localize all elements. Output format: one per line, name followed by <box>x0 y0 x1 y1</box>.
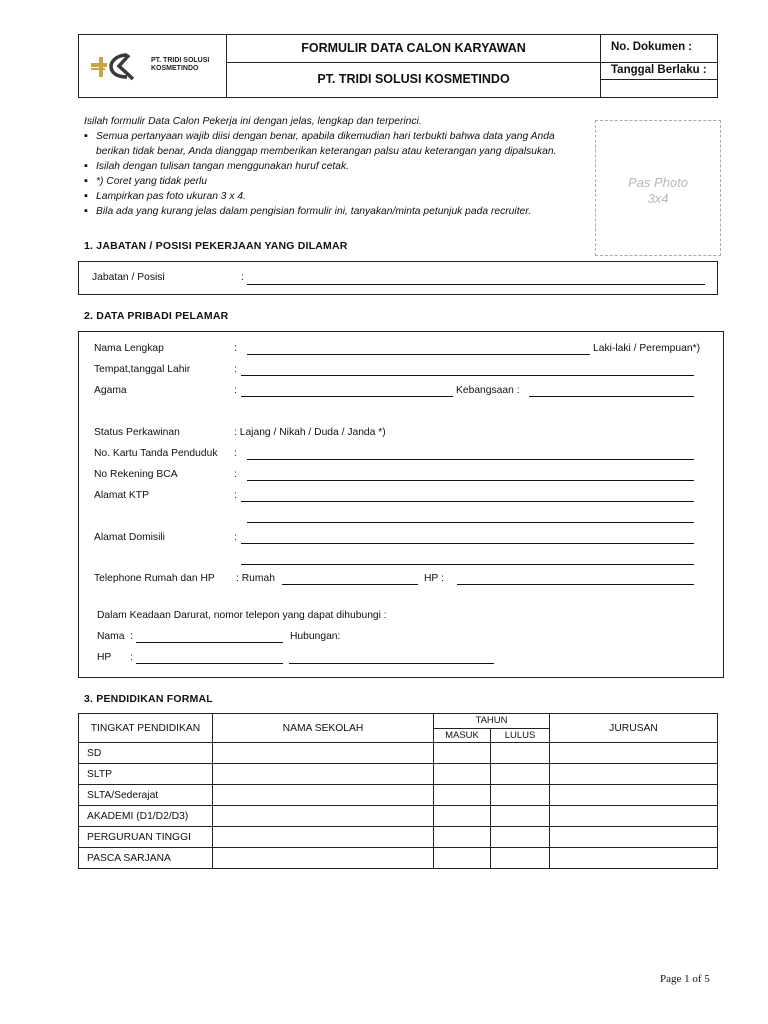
domicile-colon: : <box>234 532 237 543</box>
header-school: NAMA SEKOLAH <box>213 714 434 743</box>
bca-colon: : <box>234 469 237 480</box>
ktp-no-field[interactable] <box>247 459 694 460</box>
section2-title: 2. DATA PRIBADI PELAMAR <box>84 310 229 322</box>
major-cell[interactable] <box>550 785 718 806</box>
home-phone-field[interactable] <box>282 584 418 585</box>
position-label: Jabatan / Posisi <box>92 272 165 283</box>
table-row <box>79 785 718 806</box>
photo-size-label: 3x4 <box>647 191 669 206</box>
major-cell[interactable] <box>550 848 718 869</box>
education-table <box>78 713 718 869</box>
logo-text <box>151 57 209 73</box>
hp-label: HP : <box>424 573 444 584</box>
header-major: JURUSAN <box>550 714 718 743</box>
logo-cell <box>79 35 227 97</box>
form-title: FORMULIR DATA CALON KARYAWAN <box>227 35 601 63</box>
emergency-hp-colon: : <box>130 652 133 663</box>
graduate-cell[interactable] <box>491 785 550 806</box>
document-header <box>78 34 718 98</box>
emergency-text: Dalam Keadaan Darurat, nomor telepon yang dapat dihubungi : <box>97 610 387 621</box>
header-enter: MASUK <box>434 728 491 743</box>
bca-label: No Rekening BCA <box>94 469 178 480</box>
table-row <box>79 764 718 785</box>
enter-cell[interactable] <box>434 806 491 827</box>
domicile-label: Alamat Domisili <box>94 532 165 543</box>
level-cell: PASCA SARJANA <box>79 848 213 869</box>
emergency-relation-field[interactable] <box>289 663 494 664</box>
instruction-item: ▪ *) Coret yang tidak perlu <box>84 174 584 189</box>
name-colon: : <box>234 343 237 354</box>
graduate-cell[interactable] <box>491 764 550 785</box>
major-cell[interactable] <box>550 743 718 764</box>
nationality-field[interactable] <box>529 396 694 397</box>
enter-cell[interactable] <box>434 848 491 869</box>
birth-label: Tempat,tanggal Lahir <box>94 364 191 375</box>
company-logo-icon <box>87 49 147 83</box>
gender-options[interactable]: Laki-laki / Perempuan*) <box>593 343 701 354</box>
emergency-name-label: Nama <box>97 631 125 642</box>
doc-no-label: No. Dokumen : <box>601 35 717 63</box>
phone-label: Telephone Rumah dan HP <box>94 573 215 584</box>
level-cell: SD <box>79 743 213 764</box>
instruction-item: ▪ Lampirkan pas foto ukuran 3 x 4. <box>84 189 584 204</box>
ktp-address-colon: : <box>234 490 237 501</box>
level-cell: SLTP <box>79 764 213 785</box>
school-cell[interactable] <box>213 785 434 806</box>
religion-field[interactable] <box>241 396 453 397</box>
ktp-no-colon: : <box>234 448 237 459</box>
school-cell[interactable] <box>213 848 434 869</box>
major-cell[interactable] <box>550 764 718 785</box>
ktp-address-field-2[interactable] <box>247 522 694 523</box>
level-cell: AKADEMI (D1/D2/D3) <box>79 806 213 827</box>
position-colon: : <box>241 272 244 283</box>
valid-date-value[interactable] <box>601 80 717 97</box>
photo-label: Pas Photo <box>628 175 688 190</box>
major-cell[interactable] <box>550 806 718 827</box>
header-graduate: LULUS <box>491 728 550 743</box>
enter-cell[interactable] <box>434 827 491 848</box>
nationality-label: Kebangsaan : <box>456 385 520 396</box>
marital-options[interactable]: : Lajang / Nikah / Duda / Janda *) <box>234 427 386 438</box>
emergency-hp-label: HP <box>97 652 112 663</box>
instruction-item: ▪ Isilah dengan tulisan tangan menggunakan huruf cetak. <box>84 159 584 174</box>
domicile-field-2[interactable] <box>241 564 694 565</box>
company-name: PT. TRIDI SOLUSI KOSMETINDO <box>227 63 601 97</box>
school-cell[interactable] <box>213 827 434 848</box>
table-row <box>79 848 718 869</box>
ktp-address-field[interactable] <box>241 501 694 502</box>
emergency-relation-label: Hubungan: <box>290 631 341 642</box>
emergency-name-field[interactable] <box>136 642 283 643</box>
graduate-cell[interactable] <box>491 827 550 848</box>
religion-label: Agama <box>94 385 127 396</box>
instructions-intro: Isilah formulir Data Calon Pekerja ini dengan jelas, lengkap dan terperinci. <box>84 116 422 127</box>
school-cell[interactable] <box>213 806 434 827</box>
instructions <box>84 114 584 219</box>
valid-date-label: Tanggal Berlaku : <box>601 63 717 80</box>
emergency-hp-field[interactable] <box>136 663 283 664</box>
domicile-field[interactable] <box>241 543 694 544</box>
instruction-item: ▪ Bila ada yang kurang jelas dalam pengisian formulir ini, tanyakan/minta petunjuk pada recruiter. <box>84 204 584 219</box>
school-cell[interactable] <box>213 764 434 785</box>
ktp-address-label: Alamat KTP <box>94 490 149 501</box>
marital-label: Status Perkawinan <box>94 427 180 438</box>
hp-field[interactable] <box>457 584 694 585</box>
graduate-cell[interactable] <box>491 848 550 869</box>
name-label: Nama Lengkap <box>94 343 164 354</box>
logo-text-line1: PT. TRIDI SOLUSI <box>151 57 210 64</box>
school-cell[interactable] <box>213 743 434 764</box>
instructions-list <box>84 129 584 219</box>
instruction-item: ▪ Semua pertanyaan wajib diisi dengan benar, apabila dikemudian hari terbukti bahwa data yang Anda berikan tidak benar, Anda dianggap memberikan keterangan palsu atau keterangan yang dipalsukan. <box>84 129 584 159</box>
enter-cell[interactable] <box>434 785 491 806</box>
table-row <box>79 743 718 764</box>
enter-cell[interactable] <box>434 764 491 785</box>
personal-data-box <box>78 331 724 678</box>
section1-title: 1. JABATAN / POSISI PEKERJAAN YANG DILAMAR <box>84 240 348 252</box>
home-phone-label: : Rumah <box>236 573 275 584</box>
name-field[interactable] <box>247 354 590 355</box>
header-year: TAHUN <box>434 714 550 729</box>
position-field[interactable] <box>247 284 705 285</box>
emergency-name-colon: : <box>130 631 133 642</box>
birth-field[interactable] <box>241 375 694 376</box>
religion-colon: : <box>234 385 237 396</box>
section3-title: 3. PENDIDIKAN FORMAL <box>84 693 213 705</box>
level-cell: SLTA/Sederajat <box>79 785 213 806</box>
table-row <box>79 806 718 827</box>
header-level: TINGKAT PENDIDIKAN <box>79 714 213 743</box>
enter-cell[interactable] <box>434 743 491 764</box>
logo-text-line2: KOSMETINDO <box>151 65 199 72</box>
birth-colon: : <box>234 364 237 375</box>
ktp-no-label: No. Kartu Tanda Penduduk <box>94 448 218 459</box>
major-cell[interactable] <box>550 827 718 848</box>
photo-placeholder[interactable] <box>595 120 721 256</box>
graduate-cell[interactable] <box>491 743 550 764</box>
page-number: Page 1 of 5 <box>660 973 710 985</box>
position-box <box>78 261 718 295</box>
table-row <box>79 827 718 848</box>
level-cell: PERGURUAN TINGGI <box>79 827 213 848</box>
bca-field[interactable] <box>247 480 694 481</box>
graduate-cell[interactable] <box>491 806 550 827</box>
